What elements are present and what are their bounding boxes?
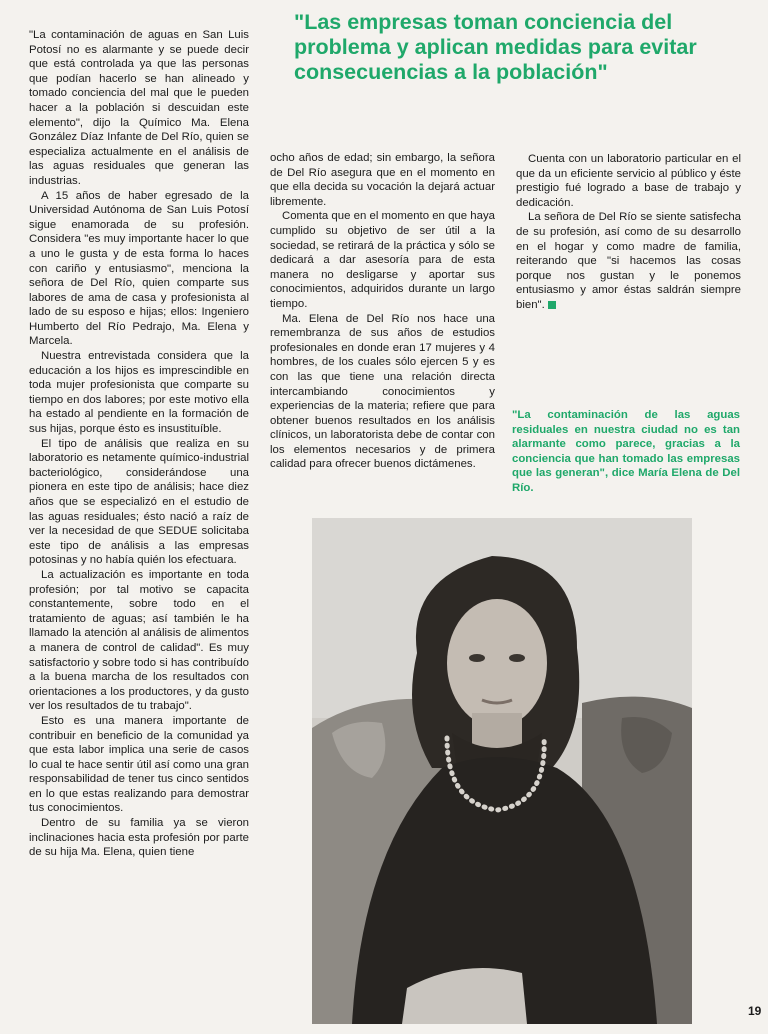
paragraph: Esto es una manera importante de contribuir en beneficio de la comunidad ya que esta labor implica una serie de casos lo cual te hace sentir útil así como una gran responsabilidad de tener tus cinco sentidos en lo que estas realizando para demostrar tus conocimientos. [29, 714, 249, 815]
end-of-article-mark [548, 301, 556, 309]
portrait-illustration [312, 518, 692, 1024]
paragraph: ocho años de edad; sin embargo, la señora de Del Río asegura que en el momento en que ella decida su vocación la dejará actuar libremente. [270, 152, 495, 208]
paragraph [516, 210, 741, 312]
text-column-2 [270, 151, 495, 472]
text-column-1 [29, 28, 249, 860]
text-column-3 [516, 152, 741, 313]
page-number: 19 [748, 1004, 762, 1018]
portrait-photo [312, 518, 692, 1024]
paragraph: Ma. Elena de Del Río nos hace una remembranza de sus años de estudios profesionales en donde eran 17 mujeres y 4 hombres, de los cuales sólo ejercen 5 y es con las que tiene una relación directa intercambiando conocimientos y experiencias de la materia; refiere que para obtener buenos resultados en los análisis clínicos, un laboratorista debe de contar con los elementos necesarios y de primera calidad para ofrecer buenos dictámenes. [270, 312, 495, 471]
pull-quote: "La contaminación de las aguas residuales en nuestra ciudad no es tan alarmante como parece, gracias a la conciencia que han tomado las empresas que las generan", dice María Elena de Del Río. [512, 409, 740, 494]
paragraph: Nuestra entrevistada considera que la educación a los hijos es imprescindible en toda mujer profesionista que comparte su tiempo en dos labores; por este motivo ella ha estado al pendiente en la formación de sus hijas, porque ésto es insustituíble. [29, 350, 249, 436]
paragraph: Cuenta con un laboratorio particular en el que da un eficiente servicio al público y éste prestigio fué logrado a base de trabajo y dedicación. [516, 153, 741, 209]
paragraph: El tipo de análisis que realiza en su laboratorio es netamente químico-industrial bacteriológico, considerándose una pionera en este tipo de análisis; hace diez años que se especializó en el estudio de las aguas residuales; ésto nació a raíz de ver la necesidad de que SEDUE solicitaba este tipo de análisis a las empresas potosinas y no había quién los efectuara. [29, 437, 249, 567]
paragraph: A 15 años de haber egresado de la Universidad Autónoma de San Luis Potosí sigue enamorada de su profesión. Considera "es muy importante hacer lo que a uno le gusta y de esta forma lo haces con cariño y entusiasmo", menciona la señora de Del Río, quien comparte sus labores de ama de casa y profesionista al lado de su esposo e hijas; ellos: Ingeniero Humberto del Río Pedrajo, Ma. Elena y Marcela. [29, 189, 249, 348]
paragraph: La actualización es importante en toda profesión; por tal motivo se capacita constantemente, sobre todo en el tratamiento de aguas; así también le ha llamado la atención al análisis de alimentos a manera de control de calidad". Es muy satisfactorio y sobre todo si has contribuído a la buena marcha de los resultados con orientaciones a los productores, y da gusto ver los resultados de tu trabajo". [29, 568, 249, 713]
paragraph-text: La señora de Del Río se siente satisfecha de su profesión, así como de su desarrollo en el hogar y como madre de familia, reiterando que "si hacemos las cosas porque nos gustan y le ponemos entusiasmo y amor éstas saldrán siempre bien". [516, 211, 741, 311]
article-headline: "Las empresas toman conciencia del problema y aplican medidas para evitar consecuencias a la población" [294, 10, 697, 84]
paragraph: Dentro de su familia ya se vieron inclinaciones hacia esta profesión por parte de su hija Ma. Elena, quien tiene [29, 817, 249, 859]
paragraph: "La contaminación de aguas en San Luis Potosí no es alarmante y se puede decir que está controlada ya que las personas que podían hacerlo se han alineado y tomado conciencia del mal que le pueden hacer a la población si descuidan este elemento", dijo la Químico Ma. Elena González Díaz Infante de Del Río, quien se especializa actualmente en el análisis de las aguas residuales que generan las industrias. [29, 29, 249, 187]
paragraph: Comenta que en el momento en que haya cumplido su objetivo de ser útil a la sociedad, se retirará de la práctica y sólo se dedicará a dar asesoría para de esta manera no desligarse y aportar sus conocimientos, adquiridos durante un largo tiempo. [270, 210, 495, 310]
